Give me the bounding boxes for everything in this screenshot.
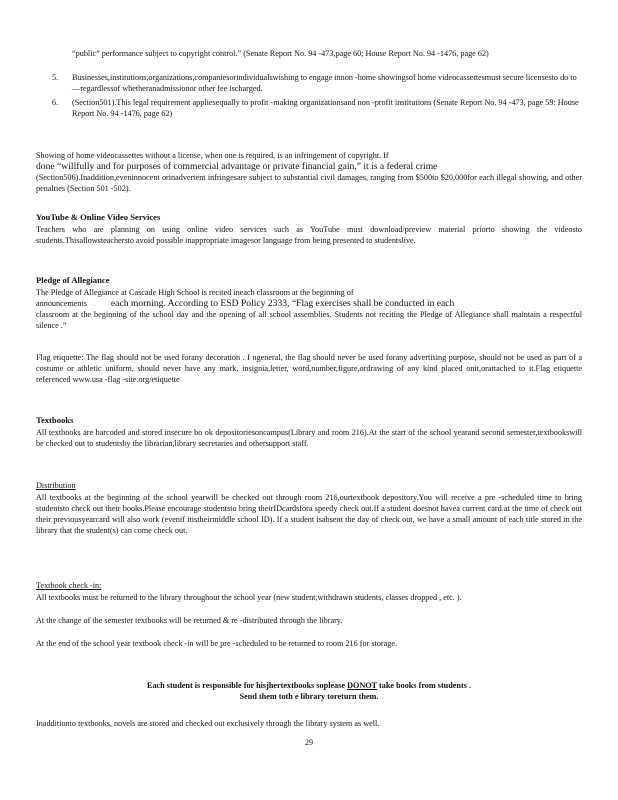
responsible-part-2: take books from students .	[379, 681, 471, 690]
textbooks-text: All textbooks are barcoded and stored insecure bo ok depositoriesoncampus(Library and room 216).At the start of the school yearand second semester,textbookswill be checked out to studentsby the librarian,library secretaries and othersupport staff.	[36, 428, 582, 448]
showing-line-2: done “willfully and for purposes of commercial advantage or private financial gain,” it is a federal crime	[36, 161, 438, 172]
list-item-number: 5.	[52, 73, 59, 82]
youtube-text: Teachers who are planning on using online video services such as YouTube must download/preview material priorto showing the videosto students.Thisallowsteachersto avoid possible inappropriate imagesor language from being presented to studentslive.	[36, 225, 582, 245]
checkin-text-1: All textbooks must be returned to the library throughout the school year (new student,withdrawn students, classes dropped , etc. ).	[36, 593, 462, 602]
do-not-emphasis: DONOT	[347, 681, 377, 690]
showing-line-1: Showing of home videocassettes without a license, when one is required, is an infringement of copyright. If	[36, 151, 389, 160]
youtube-heading: YouTube & Online Video Services	[36, 212, 161, 222]
responsible-line-2: Send them toth e library toreturn them.	[239, 692, 379, 701]
quote-line: “public” performance subject to copyright control.” (Senate Report No. 94 -473,page 60; House Report No. 94 -1476, page 62)	[72, 49, 489, 58]
responsible-notice	[36, 680, 582, 702]
list-item	[52, 97, 580, 119]
flag-etiquette-paragraph	[36, 352, 582, 385]
list-item-number: 6.	[52, 98, 59, 107]
pledge-heading: Pledge of Allegiance	[36, 275, 110, 285]
responsible-part-1: Each student is responsible for hisjhertextbooks soplease	[146, 681, 346, 690]
checkin-text-2: At the change of the semester textbooks will be returned & re -distributed through the library.	[36, 616, 343, 625]
youtube-section	[36, 212, 582, 246]
pledge-section	[36, 275, 582, 331]
showing-paragraph	[36, 150, 582, 194]
pledge-line-2a: announcements	[36, 299, 87, 308]
textbooks-heading: Textbooks	[36, 415, 74, 425]
novels-paragraph	[36, 718, 582, 729]
pledge-line-1: The Pledge of Allegiance at Cascade High School is recited ineach classroom at the beginning of	[36, 288, 354, 297]
showing-line-3: (Section506).Inaddition,eveninnocent orinadvertent infringesare subject to substantial civil damages, ranging from $500to $20,000for each illegal showing, and other penalties (Section 501 -502).	[36, 173, 582, 193]
responsible-line-1	[36, 680, 582, 691]
list-item	[52, 72, 580, 94]
list-item-text: (Section501).This legal requirement appliesequally to profit -making organizationsand non -profit institutions (Senate Report No. 94 -473, page 59: House Report No. 94 -1476, page 62)	[72, 98, 579, 118]
pledge-line-2b: each morning. According to ESD Policy 2333, “Flag exercises shall be conducted in each	[110, 298, 455, 309]
top-quote	[52, 48, 580, 62]
textbooks-section	[36, 415, 582, 449]
distribution-text: All textbooks at the beginning of the school yearwill be checked out through room 216,ourtextbook depository.You will receive a pre -scheduled time to bring studentsto check out their books.Please encourage studentsto bring theirIDcardsfora speedy check out.If a student doesnot havea current card at the time of check out their previousyearcard will also work (evenif itistheirmiddle school ID). If a student isabsent the day of check out, we have a small amount of each title stored in the library that the student(s) can come check out.	[36, 493, 582, 535]
novels-text: Inadditionto textbooks, novels are stored and checked out exclusively through the library system as well.	[36, 719, 380, 728]
checkin-section	[36, 580, 582, 649]
numbered-list	[52, 72, 580, 122]
page-number: 29	[305, 738, 313, 747]
list-item-text: Businesses,institutions,organizations,companiesorindividualswishing to engage innon -home showingsof home videocassettesmust secure licensesto do to —regardlessof whetheranadmissionor other fee ischarged.	[72, 73, 577, 93]
distribution-section	[36, 480, 582, 536]
checkin-text-3: At the end of the school year textbook check -in will be pre -scheduled to be returned to room 216 for storage.	[36, 639, 398, 648]
flag-text: Flag etiquette: The flag should not be used forany decoration . I ngeneral, the flag should never be used forany advertising purpose, should not be used as part of a costume or athletic uniform, should never have any mark, insignia,letter, word,number,figure,ordrawing of any kind placed onit,orattached to it.Flag etiquette referenced www.usa -flag -site.org/etiquette	[36, 353, 582, 384]
pledge-line-3: classroom at the beginning of the school day and the opening of all school assemblies. Students not reciting the Pledge of Allegiance shall maintain a respectful silence .”	[36, 310, 582, 330]
checkin-heading: Textbook check -in:	[36, 581, 102, 590]
distribution-heading: Distribution	[36, 481, 76, 490]
